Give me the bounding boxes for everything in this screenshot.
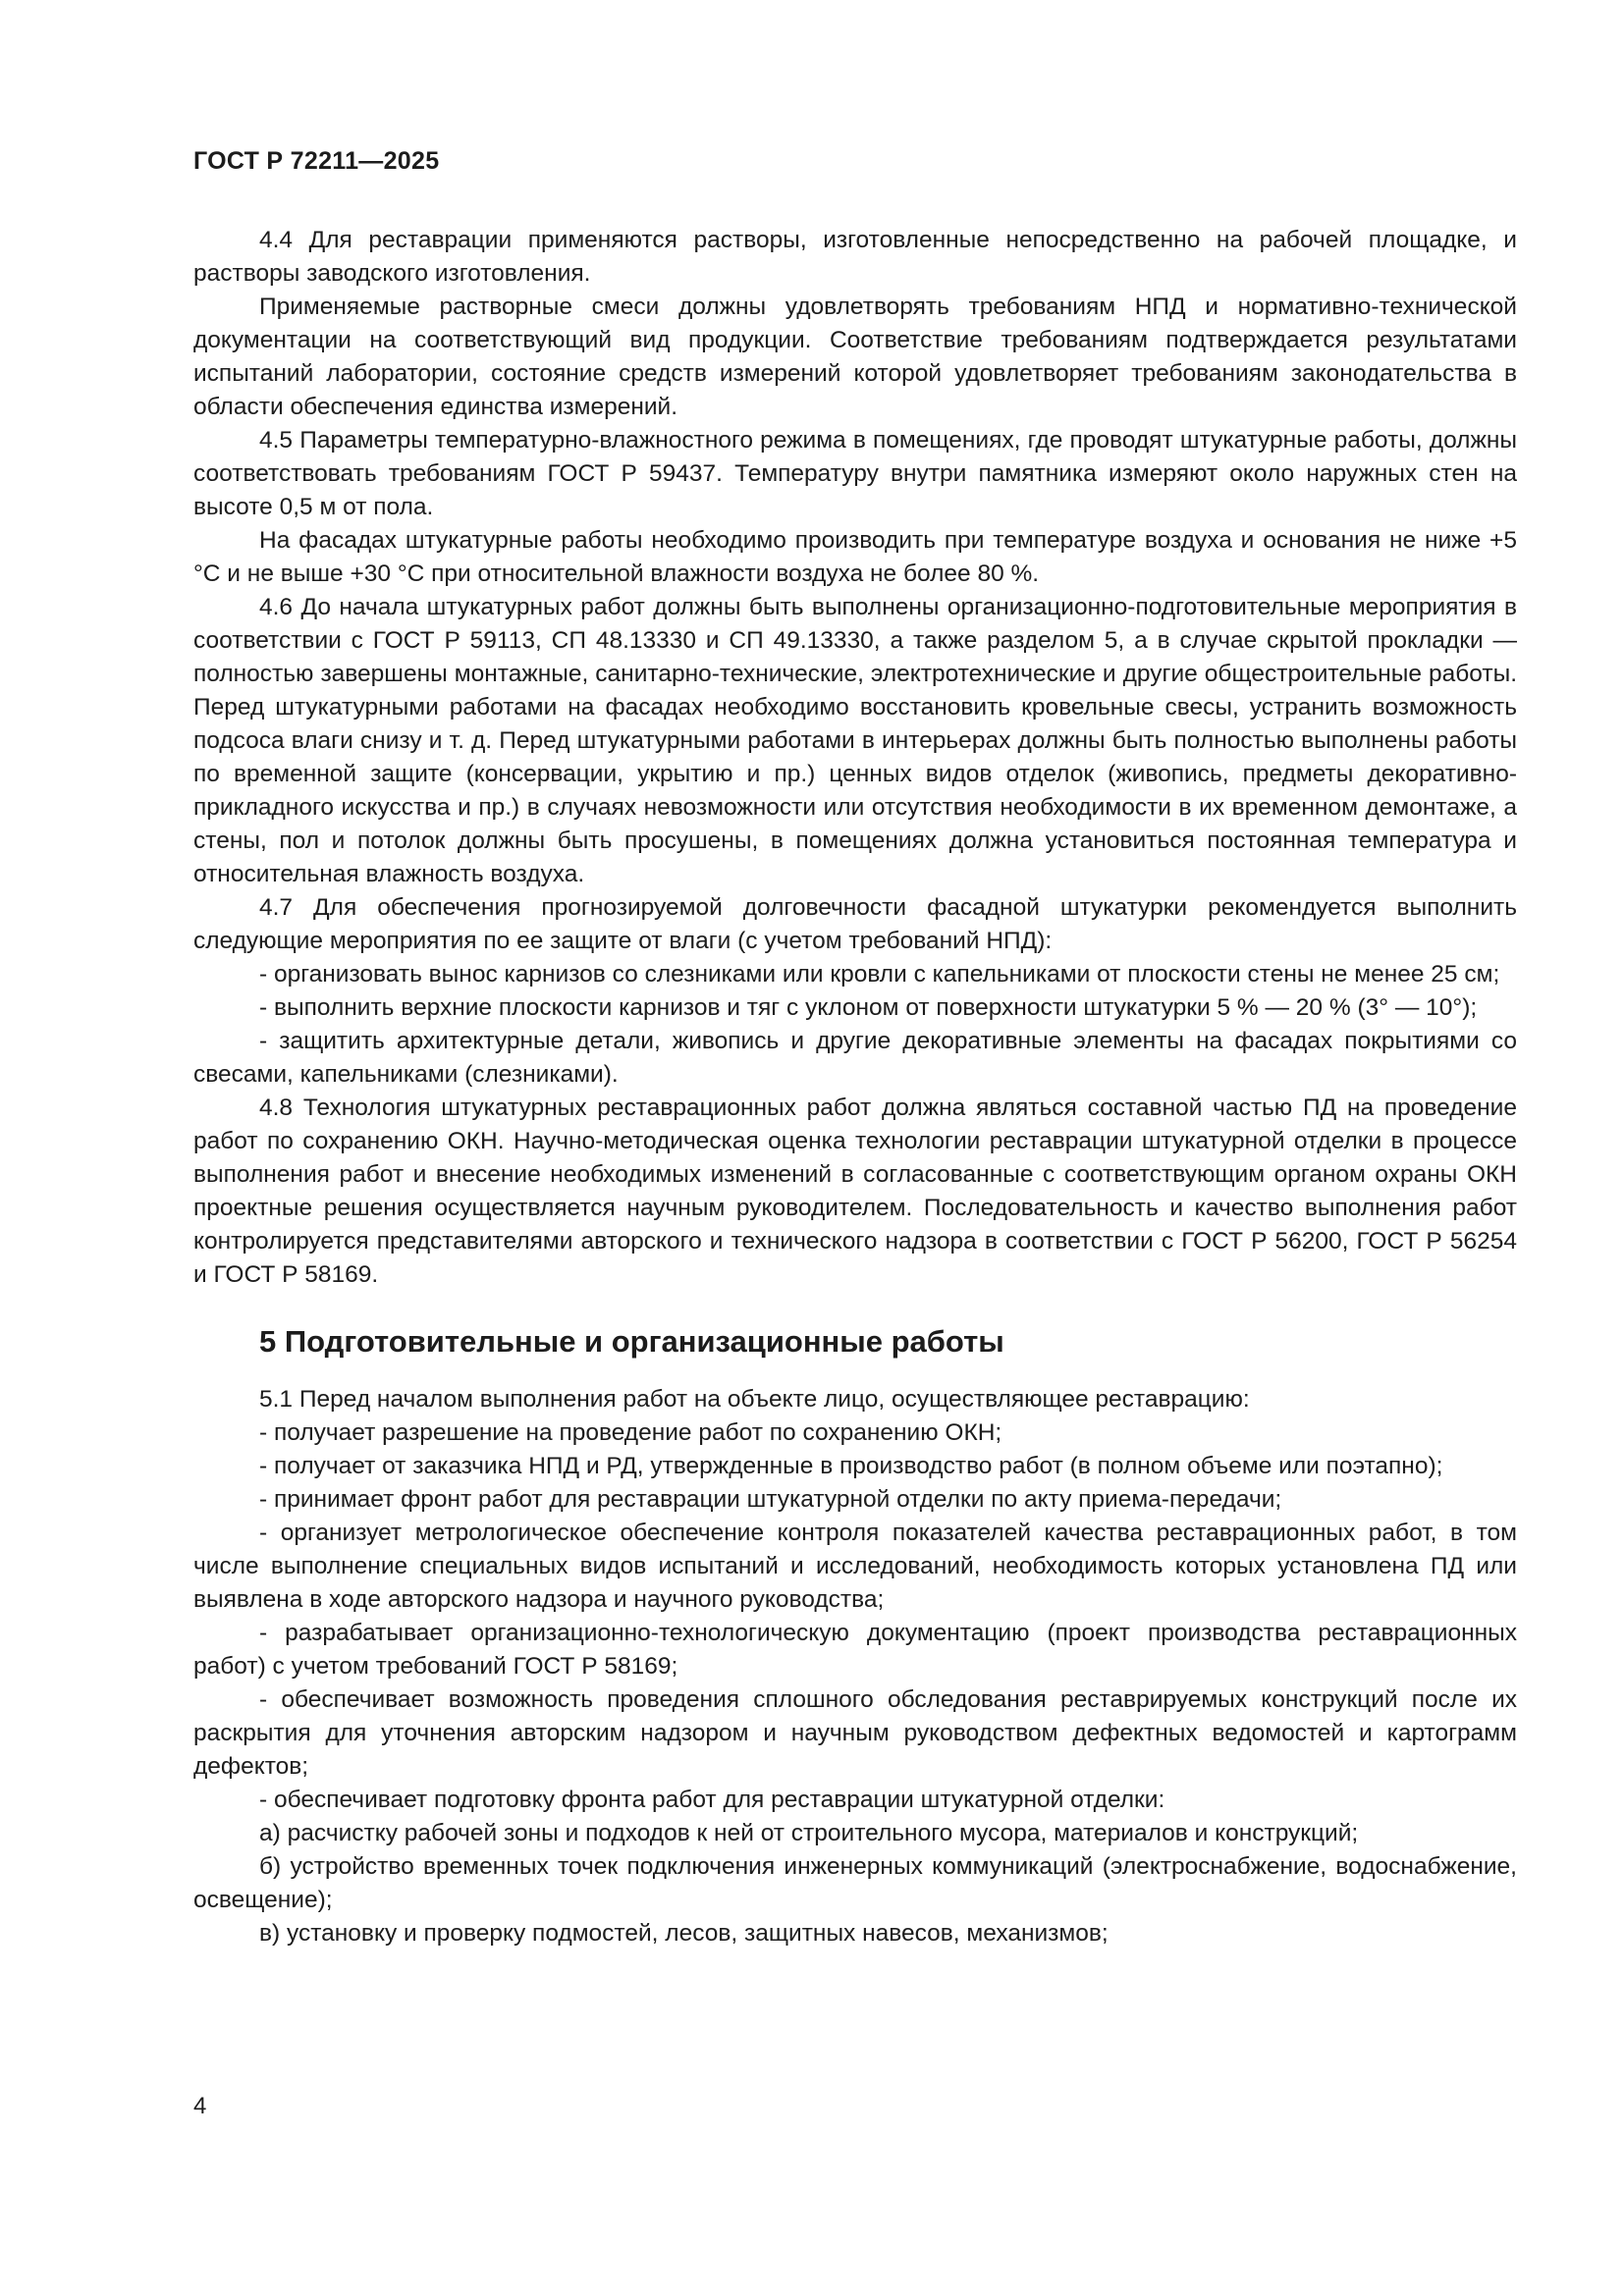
section-title: 5 Подготовительные и организационные работы — [259, 1324, 1004, 1359]
document-body — [193, 224, 1517, 1950]
list-item: - разрабатывает организационно-технологическую документацию (проект производства реставрационных работ) с учетом требований ГОСТ Р 58169; — [193, 1620, 1517, 1680]
list-item: - организовать вынос карнизов со слезниками или кровли с капельниками от плоскости стены не менее 25 см; — [259, 961, 1500, 988]
list-item: а) расчистку рабочей зоны и подходов к ней от строительного мусора, материалов и конструкций; — [259, 1820, 1359, 1846]
document-header: ГОСТ Р 72211—2025 — [193, 147, 440, 175]
paragraph: 4.8 Технология штукатурных реставрационных работ должна являться составной частью ПД на проведение работ по сохранению ОКН. Научно-методическая оценка технологии реставрации штукатурной отделки в процессе выполнения работ и внесение необходимых изменений в согласованные с соответствующим органом охраны ОКН проектные решения осуществляется научным руководителем. Последовательность и качество выполнения работ контролируется представителями авторского и технического надзора в соответствии с ГОСТ Р 56200, ГОСТ Р 56254 и ГОСТ Р 58169. — [193, 1095, 1517, 1288]
paragraph: 4.5 Параметры температурно-влажностного режима в помещениях, где проводят штукатурные работы, должны соответствовать требованиям ГОСТ Р 59437. Температуру внутри памятника измеряют около наружных стен на высоте 0,5 м от пола. — [193, 427, 1517, 520]
list-item: - принимает фронт работ для реставрации штукатурной отделки по акту приема-передачи; — [259, 1486, 1282, 1513]
list-item: - выполнить верхние плоскости карнизов и тяг с уклоном от поверхности штукатурки 5 % — 20 % (3° — 10°); — [259, 994, 1478, 1021]
list-item: - обеспечивает возможность проведения сплошного обследования реставрируемых конструкций после их раскрытия для уточнения авторским надзором и научным руководством дефектных ведомостей и картограмм дефектов; — [193, 1686, 1517, 1780]
list-item: в) установку и проверку подмостей, лесов, защитных навесов, механизмов; — [259, 1920, 1109, 1947]
list-item: - защитить архитектурные детали, живопись и другие декоративные элементы на фасадах покрытиями со свесами, капельниками (слезниками). — [193, 1028, 1517, 1088]
paragraph: 4.4 Для реставрации применяются растворы, изготовленные непосредственно на рабочей площадке, и растворы заводского изготовления. — [193, 227, 1517, 287]
paragraph: 4.7 Для обеспечения прогнозируемой долговечности фасадной штукатурки рекомендуется выполнить следующие мероприятия по ее защите от влаги (с учетом требований НПД): — [193, 894, 1517, 954]
paragraph: Применяемые растворные смеси должны удовлетворять требованиям НПД и нормативно-технической документации на соответствующий вид продукции. Соответствие требованиям подтверждается результатами испытаний лаборатории, состояние средств измерений которой удовлетворяет требованиям законодательства в области обеспечения единства измерений. — [193, 294, 1517, 420]
list-item: - получает от заказчика НПД и РД, утвержденные в производство работ (в полном объеме или поэтапно); — [259, 1453, 1443, 1479]
page-number: 4 — [193, 2093, 207, 2119]
paragraph: На фасадах штукатурные работы необходимо производить при температуре воздуха и основания не ниже +5 °С и не выше +30 °С при относительной влажности воздуха не более 80 %. — [193, 527, 1517, 587]
list-item: - получает разрешение на проведение работ по сохранению ОКН; — [259, 1419, 1002, 1446]
list-item: б) устройство временных точек подключения инженерных коммуникаций (электроснабжение, водоснабжение, освещение); — [193, 1853, 1517, 1913]
paragraph: 4.6 До начала штукатурных работ должны быть выполнены организационно-подготовительные мероприятия в соответствии с ГОСТ Р 59113, СП 48.13330 и СП 49.13330, а также разделом 5, а в случае скрытой прокладки — полностью завершены монтажные, санитарно-технические, электротехнические и другие общестроительные работы. Перед штукатурными работами на фасадах необходимо восстановить кровельные свесы, устранить возможность подсоса влаги снизу и т. д. Перед штукатурными работами в интерьерах должны быть полностью выполнены работы по временной защите (консервации, укрытию и пр.) ценных видов отделок (живопись, предметы декоративно-прикладного искусства и пр.) в случаях невозможности или отсутствия необходимости в их временном демонтаже, а стены, пол и потолок должны быть просушены, в помещениях должна установиться постоянная температура и относительная влажность воздуха. — [193, 594, 1517, 887]
list-item: - организует метрологическое обеспечение контроля показателей качества реставрационных работ, в том числе выполнение специальных видов испытаний и исследований, необходимость которых установлена ПД или выявлена в ходе авторского надзора и научного руководства; — [193, 1520, 1517, 1613]
paragraph: 5.1 Перед началом выполнения работ на объекте лицо, осуществляющее реставрацию: — [259, 1386, 1250, 1413]
list-item: - обеспечивает подготовку фронта работ для реставрации штукатурной отделки: — [259, 1787, 1165, 1813]
